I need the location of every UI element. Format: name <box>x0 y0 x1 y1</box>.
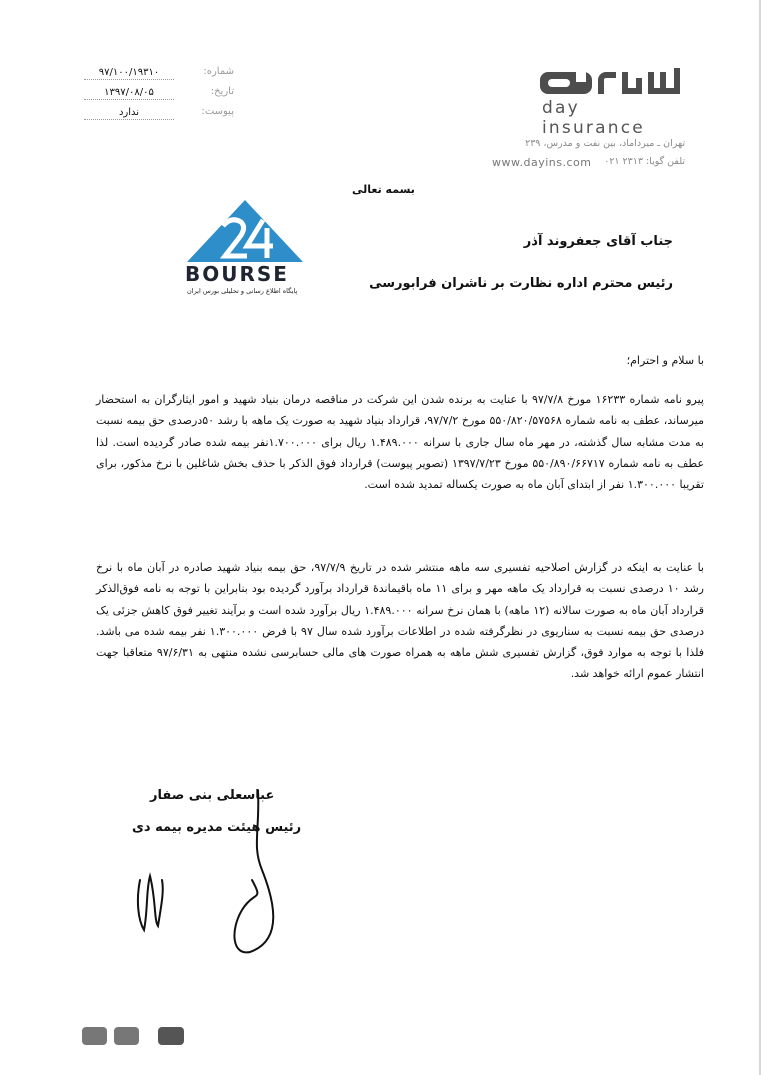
footer-page-button-1[interactable] <box>82 1027 107 1045</box>
bourse-triangle-icon <box>183 198 308 264</box>
recipient-title: رئیس محترم اداره نظارت بر ناشران فرابورسی <box>369 276 673 291</box>
handwritten-signature <box>134 790 294 960</box>
bourse-logo-subtitle: پایگاه اطلاع رسانی و تحلیلی بورس ایران <box>187 287 298 295</box>
signer-name: عباسعلی بنی صفار <box>150 788 275 803</box>
body-paragraph-1: پیرو نامه شماره ۱۶۲۳۳ مورخ ۹۷/۷/۸ با عنایت به برنده شدن این شرکت در مناقصه درمان بنیاد شهید و امور ایثارگران به استحضار میرساند، عطف به نامه شماره ۵۵۰/۸۲۰/۵۷۵۶۸ مورخ ۹۷/۷/۲، قرارداد بنیاد شهید به صورت یک ماهه با رشد ۵۰درصدی حق بیمه نسبت به مدت مشابه سال گذشته، در مهر ماه سال جاری با سرانه ۱.۴۸۹.۰۰۰ ریال برای ۱.۷۰۰.۰۰۰نفر بیمه شده صادر گردیده است. لذا عطف به نامه شماره ۵۵۰/۸۹۰/۶۶۷۱۷ مورخ ۱۳۹۷/۷/۲۳ (تصویر پیوست) قرارداد فوق الذکر با حذف بخش شاغلین با نرخ مذکور، برای تقریبا ۱.۳۰۰.۰۰۰ نفر از ابتدای آبان ماه به صورت یکساله تمدید شده است. <box>96 393 705 492</box>
bourse-logo <box>183 198 308 300</box>
body-paragraph-2: با عنایت به اینکه در گزارش اصلاحیه تفسیری سه ماهه منتشر شده در تاریخ ۹۷/۷/۹، حق بیمه بنیاد شهید صادره در آبان ماه با نرخ رشد ۱۰ درصدی نسبت به قرارداد یک ماهه مهر و برای ۱۱ ماه باقیماندهٔ قرارداد برآورد گردیده بود بنابراین با توجه به نامه فوق‌الذکر قرارداد آبان ماه به صورت سالانه (۱۲ ماهه) با همان نرخ سرانه ۱.۴۸۹.۰۰۰ ریال برآورد شده است و برآیند تغییر فوق کاهش جزئی یک درصدی حق بیمه نسبت به سناریوی در نظرگرفته شده در اطلاعات برآورد شده سال ۹۷ با فرض ۱.۳۰۰.۰۰۰ نفر بیمه شده می باشد. فلذا با توجه به موارد فوق، گزارش تفسیری شش ماهه به همراه صورت های مالی حسابرسی نشده منتهی به ۹۷/۶/۳۱ متعاقبا جهت انتشار عموم ارائه خواهد شد. <box>96 561 705 681</box>
recipient-name: جناب آقای جعفروند آذر <box>523 234 673 249</box>
letter-date-value: ۱۳۹۷/۰۸/۰۵ <box>84 86 174 100</box>
letter-number-value: ۹۷/۱۰۰/۱۹۳۱۰ <box>84 66 174 80</box>
signer-title: رئیس هیئت مدیره بیمه دی <box>132 820 302 835</box>
letter-number-label: شماره: <box>203 66 234 77</box>
footer-page-button-2[interactable] <box>114 1027 139 1045</box>
bismillah-heading: بسمه تعالی <box>352 183 415 196</box>
letter-attachment-row <box>84 106 234 122</box>
letter-attachment-value: ندارد <box>84 106 174 120</box>
bourse-logo-word: BOURSE <box>185 262 289 286</box>
day-insurance-logo-mark <box>540 68 688 96</box>
greeting: با سلام و احترام؛ <box>626 354 704 367</box>
footer-page-button-3[interactable] <box>158 1027 184 1045</box>
letter-date-row <box>84 86 234 102</box>
letter-attachment-label: پیوست: <box>201 106 234 117</box>
day-insurance-logo <box>540 68 690 138</box>
company-website: www.dayins.com <box>492 156 592 169</box>
company-phone: تلفن گویا: ۲۳۱۳ ۰۲۱ <box>604 156 685 167</box>
letter-number-row <box>84 66 234 82</box>
day-insurance-logo-text: day insurance <box>542 98 645 138</box>
letter-date-label: تاریخ: <box>210 86 234 97</box>
company-address: تهران ـ میرداماد، بین نفت و مدرس، ۲۳۹ <box>525 138 685 149</box>
